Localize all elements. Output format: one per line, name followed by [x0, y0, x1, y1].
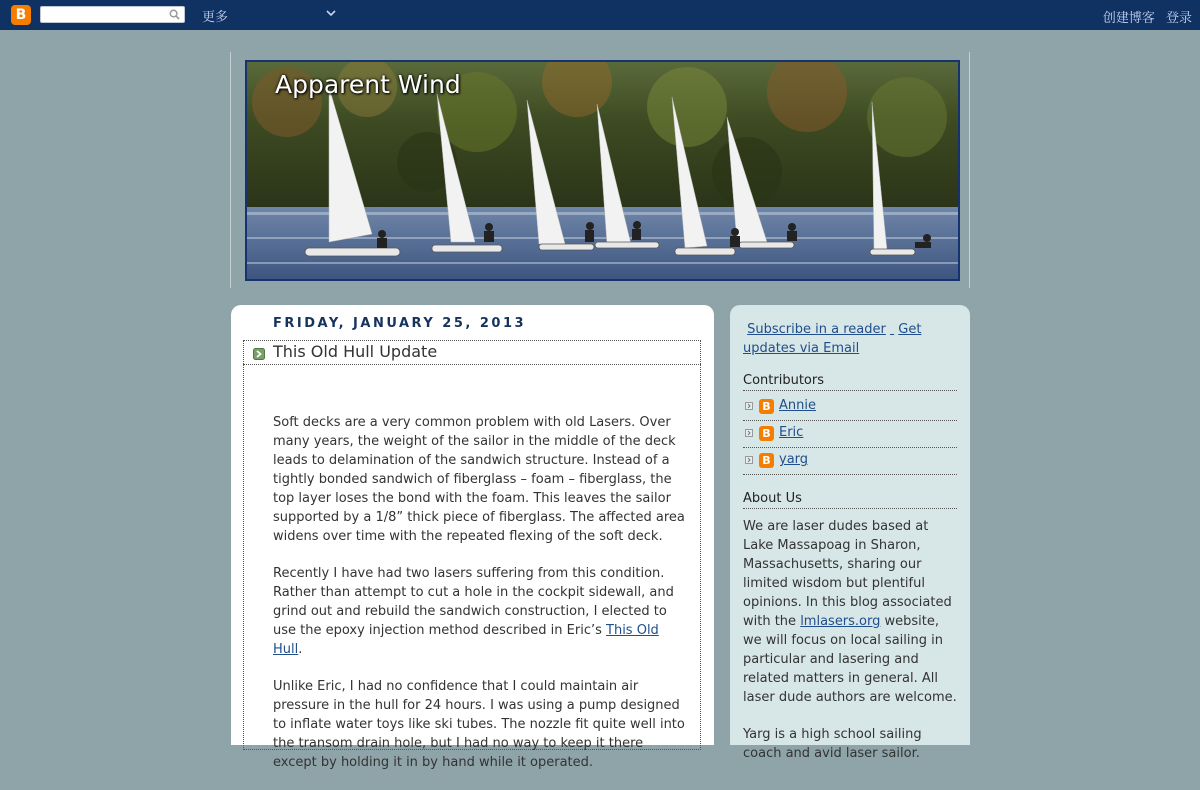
post-paragraph-3: Unlike Eric, I had no confidence that I could maintain air pressure in the hull for 24 hours. I was using a pump designed to inflate water toys like ski tubes. The nozzle fit quite well into the transom drain hole, but I had no way to keep it there except by holding it in by hand while it operated.	[273, 679, 685, 770]
bullet-arrow-icon	[745, 402, 753, 410]
chevron-down-icon[interactable]	[326, 8, 336, 18]
post-paragraph-1: Soft decks are a very common problem with old Lasers. Over many years, the weight of the sailor in the middle of the deck leads to delamination of the sandwich structure. Instead of a tightly bonded sandwich of fiberglass – foam – fiberglass, the top layer loses the bond with the foam. This leaves the sailor supported by a 1/8” thick piece of fiberglass. The affected area widens over time with the repeated flexing of the soft deck.	[273, 415, 685, 544]
subscribe-spacer-link[interactable]	[890, 322, 894, 337]
create-blog-link[interactable]: 创建博客	[1102, 11, 1155, 26]
post-title[interactable]: This Old Hull Update	[273, 342, 438, 361]
post-body	[273, 413, 690, 790]
about-us-title: About Us	[743, 491, 957, 509]
navbar-right-links	[1096, 7, 1192, 26]
about-paragraph-2: Yarg is a high school sailing coach and avid laser sailor.	[743, 727, 922, 761]
about-us-text	[743, 517, 959, 781]
subscribe-widget	[743, 320, 958, 358]
navbar-search-input[interactable]	[40, 6, 185, 23]
post-paragraph-2	[273, 564, 690, 659]
about-paragraph-1	[743, 517, 959, 707]
contributor-row	[743, 448, 957, 475]
search-icon[interactable]	[169, 9, 180, 20]
sign-in-link[interactable]: 登录	[1165, 11, 1192, 26]
blogger-profile-icon	[759, 426, 774, 441]
this-old-hull-link[interactable]: This Old Hull	[273, 623, 659, 657]
post-date: FRIDAY, JANUARY 25, 2013	[273, 316, 527, 331]
bullet-arrow-icon	[745, 456, 753, 464]
post-paragraph-2-end: .	[298, 642, 303, 657]
blogger-logo-icon[interactable]	[11, 5, 31, 25]
lmlasers-link[interactable]: lmlasers.org	[800, 614, 881, 629]
bullet-arrow-icon	[745, 429, 753, 437]
contributor-row	[743, 394, 957, 421]
contributor-link-annie[interactable]: Annie	[779, 398, 816, 413]
post-title-divider	[243, 364, 701, 365]
blogger-navbar	[0, 0, 1200, 30]
contributor-row	[743, 421, 957, 448]
post-arrow-icon	[253, 348, 265, 360]
subscribe-email-link[interactable]: Get updates via Email	[743, 322, 922, 356]
subscribe-reader-link[interactable]: Subscribe in a reader	[747, 322, 886, 337]
blogger-profile-icon	[759, 453, 774, 468]
navbar-more-menu[interactable]: 更多	[202, 10, 229, 25]
blog-title[interactable]: Apparent Wind	[275, 70, 461, 99]
blogger-profile-icon	[759, 399, 774, 414]
contributor-link-eric[interactable]: Eric	[779, 425, 804, 440]
contributors-title: Contributors	[743, 373, 957, 391]
post-paragraph-2-text: Recently I have had two lasers suffering from this condition. Rather than attempt to cut a hole in the cockpit sidewall, and grind out and rebuild the sandwich construction, I elected to use the epoxy injection method described in Eric’s	[273, 566, 674, 638]
about-text-before: We are laser dudes based at Lake Massapoag in Sharon, Massachusetts, sharing our limited wisdom but plentiful opinions. In this blog associated with the	[743, 519, 952, 629]
about-text-after: website, we will focus on local sailing in particular and lasering and related matters in general. All laser dude authors are welcome.	[743, 614, 957, 705]
contributor-link-yarg[interactable]: yarg	[779, 452, 809, 467]
